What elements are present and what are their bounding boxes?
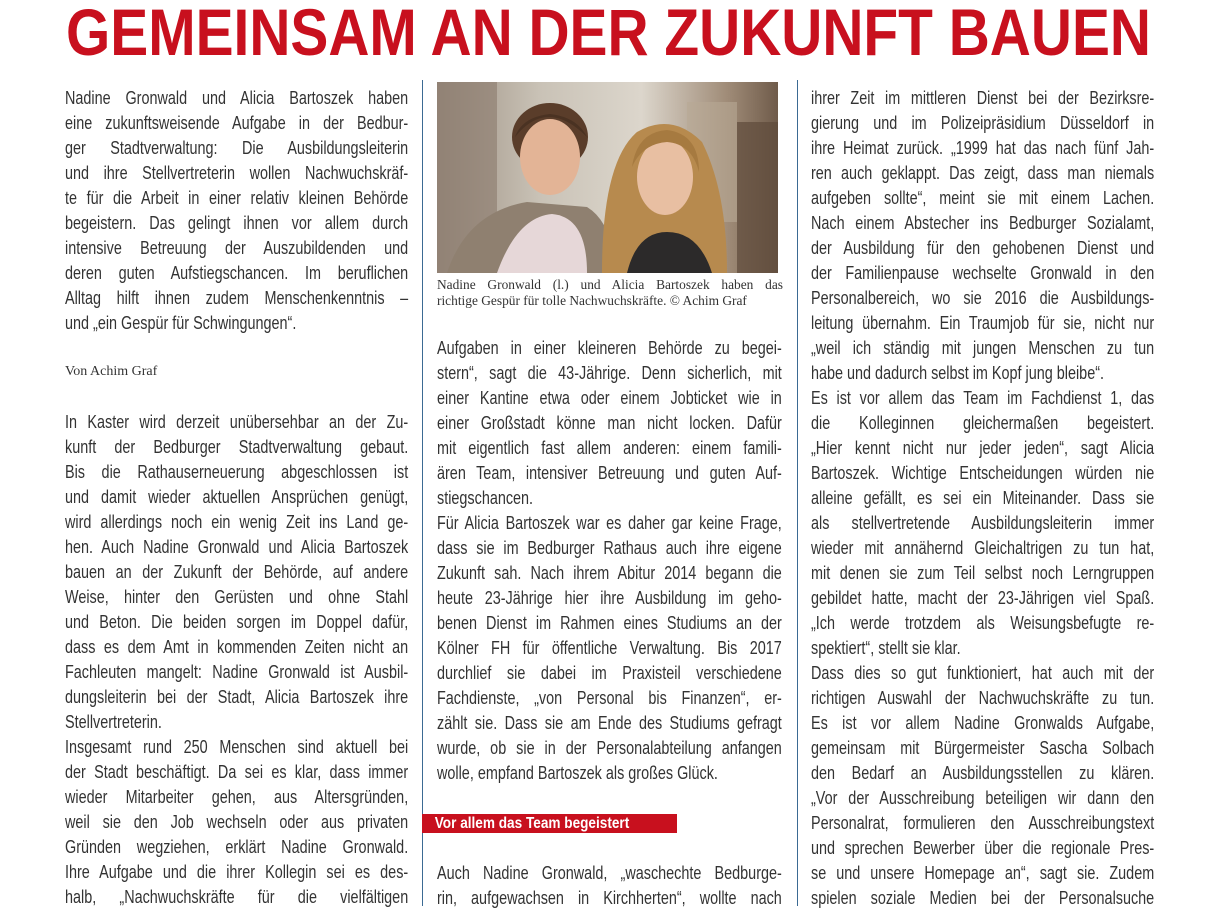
text-line: der Familienpause wechselte Gronwald in den	[811, 263, 1155, 283]
text-line: spielen soziale Medien bei der Personalsuche	[811, 888, 1155, 908]
text-line: kunft der Bedburger Stadtverwaltung gebaut.	[65, 437, 409, 457]
text-line: richtigen Auswahl der Nachwuchskräfte zu tun.	[811, 688, 1155, 708]
text-line: begeistern. Das gelingt ihnen vor allem durch	[65, 213, 409, 233]
text-line: ger Stadtverwaltung: Die Ausbildungsleiterin	[65, 138, 409, 158]
text-line: ren auch geklappt. Das zeigt, dass man niemals	[811, 163, 1155, 183]
text-line: hen. Auch Nadine Gronwald und Alicia Bartoszek	[65, 537, 409, 557]
text-line: Für Alicia Bartoszek war es daher gar keine Frage,	[437, 513, 782, 533]
text-line: halb, „Nachwuchskräfte für die vielfältigen	[65, 887, 409, 907]
text-line: se und unsere Homepage an“, sagt sie. Zudem	[811, 863, 1155, 883]
text-line: und damit wieder aktuellen Ansprüchen genügt,	[65, 487, 409, 507]
text-line: Auch Nadine Gronwald, „waschechte Bedburge-	[437, 863, 782, 883]
text-line: einer Kantine etwa oder einem Jobticket wie in	[437, 388, 782, 408]
text-line: In Kaster wird derzeit unübersehbar an der Zu-	[65, 412, 409, 432]
article-intro	[65, 86, 408, 336]
text-line: dass sie im Bedburger Rathaus auch ihre eigene	[437, 538, 782, 558]
text-line: gebildet hatte, macht der 23-Jährigen viel Spaß.	[811, 588, 1155, 608]
text-line: Dass dies so gut funktioniert, hat auch mit der	[811, 663, 1155, 683]
text-line: Zukunft sah. Nach ihrem Abitur 2014 begann die	[437, 563, 782, 583]
text-line: Stellvertreterin.	[65, 712, 162, 732]
text-line: und sprechen Bewerber über die regionale Pres-	[811, 838, 1155, 858]
text-line: benen Dienst im Rahmen eines Studiums an der	[437, 613, 782, 633]
text-line: Fachleuten mangelt: Nadine Gronwald ist Ausbil-	[65, 662, 409, 682]
article-body-middle-continued	[437, 861, 782, 911]
text-line: als stellvertretende Ausbildungsleiterin immer	[811, 513, 1155, 533]
caption-line: richtige Gespür für tolle Nachwuchskräfte. © Achim Graf	[437, 293, 747, 308]
text-line: wurde, ob sie in der Personalabteilung anfangen	[437, 738, 782, 758]
text-line: stern“, sagt die 43-Jährige. Denn sicherlich, mit	[437, 363, 782, 383]
text-line: zählt sie. Dass sie am Ende des Studiums gefragt	[437, 713, 782, 733]
text-line: Weise, hinter den Gerüsten und ohne Stahl	[65, 587, 409, 607]
article-headline: GEMEINSAM AN DER ZUKUNFT BAUEN	[66, 0, 1151, 69]
text-line: durchlief sie dabei im Praxisteil verschiedene	[437, 663, 782, 683]
text-line: ihrer Zeit im mittleren Dienst bei der Bezirksre-	[811, 88, 1155, 108]
article-body-right	[811, 86, 1154, 911]
article-photo	[437, 82, 778, 273]
text-line: weil sie den Job wechseln oder aus privaten	[65, 812, 409, 832]
text-line: Aufgaben in einer kleineren Behörde zu begei-	[437, 338, 782, 358]
text-line: „Hier kennt nicht nur jeder jeden“, sagt Alicia	[811, 438, 1155, 458]
byline: Von Achim Graf	[65, 364, 158, 379]
text-line: intensive Betreuung der Auszubildenden und	[65, 238, 409, 258]
text-line: wird allerdings noch ein wenig Zeit ins Land ge-	[65, 512, 409, 532]
text-line: Personalbereich, wo sie 2016 die Ausbildungs-	[811, 288, 1155, 308]
text-line: der Ausbildung für den gehobenen Dienst und	[811, 238, 1155, 258]
text-line: rin, aufgewachsen in Kirchherten“, wollte nach	[437, 888, 782, 908]
text-line: Bartoszek. Wichtige Entscheidungen würden nie	[811, 463, 1155, 483]
text-line: gierung und im Polizeipräsidium Düsseldorf in	[811, 113, 1155, 133]
text-line: spektiert“, stellt sie klar.	[811, 638, 961, 658]
text-line: die Kolleginnen gleichermaßen begeistert.	[811, 413, 1155, 433]
article-body-middle	[437, 336, 782, 786]
article-body-left	[65, 410, 408, 910]
text-line: Nach einem Abstecher ins Bedburger Sozialamt,	[811, 213, 1155, 233]
text-line: Personalrat, formulieren den Ausschreibungstext	[811, 813, 1155, 833]
text-line: Kölner FH für öffentliche Verwaltung. Bis 2017	[437, 638, 782, 658]
text-line: eine zukunftsweisende Aufgabe in der Bedbur-	[65, 113, 409, 133]
subheading	[422, 814, 677, 833]
text-line: Fachdienste, „von Personal bis Finanzen“, er-	[437, 688, 782, 708]
photo-two-women	[437, 82, 778, 273]
text-line: heute 23-Jährige hier ihre Ausbildung im geho-	[437, 588, 782, 608]
subheading-text: Vor allem das Team begeistert	[434, 815, 630, 832]
text-line: den Bedarf an Ausbildungsstellen zu klären.	[811, 763, 1155, 783]
text-line: stiegschancen.	[437, 488, 534, 508]
text-line: Ihre Aufgabe und die ihrer Kollegin sei es des-	[65, 862, 409, 882]
text-line: wolle, empfand Bartoszek als großes Glück.	[437, 763, 718, 783]
text-line: leitung übernahm. Ein Traumjob für sie, nicht nur	[811, 313, 1155, 333]
caption-line: Nadine Gronwald (l.) und Alicia Bartoszek haben das	[437, 277, 783, 292]
text-line: und Beton. Die beiden sorgen im Doppel dafür,	[65, 612, 409, 632]
column-rule	[422, 80, 423, 906]
text-line: wieder Mitarbeiter gehen, aus Altersgründen,	[65, 787, 409, 807]
text-line: und ihre Stellvertreterin wollen Nachwuchskräf-	[65, 163, 409, 183]
text-line: „weil ich ständig mit jungen Menschen zu tun	[811, 338, 1155, 358]
text-line: aufgeben sollte“, meint sie mit einem Lachen.	[811, 188, 1155, 208]
text-line: Alltag hilft ihnen zudem Menschenkenntnis –	[65, 288, 409, 308]
text-line: Gründen wegziehen, erklärt Nadine Gronwald.	[65, 837, 409, 857]
text-line: Nadine Gronwald und Alicia Bartoszek haben	[65, 88, 409, 108]
text-line: dungsleiterin bei der Stadt, Alicia Bartoszek ihre	[65, 687, 409, 707]
text-line: Es ist vor allem das Team im Fachdienst 1, das	[811, 388, 1155, 408]
text-line: Bis die Rathauserneuerung abgeschlossen ist	[65, 462, 409, 482]
text-line: mit denen sie zum Teil selbst noch Lerngruppen	[811, 563, 1155, 583]
text-line: einer Großstadt könne man nicht locken. Dafür	[437, 413, 782, 433]
text-line: dass es dem Amt in kommenden Zeiten nicht an	[65, 637, 409, 657]
text-line: bauen an der Zukunft der Behörde, auf andere	[65, 562, 409, 582]
text-line: und „ein Gespür für Schwingungen“.	[65, 313, 297, 333]
text-line: habe und dadurch selbst im Kopf jung bleibe“.	[811, 363, 1104, 383]
text-line: mit eigentlich fast allem anderen: einem famili-	[437, 438, 782, 458]
text-line: alleine gefällt, es sei ein Miteinander. Dass sie	[811, 488, 1155, 508]
text-line: ären Team, intensiver Betreuung und guten Auf-	[437, 463, 782, 483]
text-line: Es ist vor allem Nadine Gronwalds Aufgabe,	[811, 713, 1155, 733]
text-line: gemeinsam mit Bürgermeister Sascha Solbach	[811, 738, 1155, 758]
photo-caption	[437, 277, 783, 309]
text-line: ihre Heimat zurück. „1999 hat das nach fünf Jah-	[811, 138, 1155, 158]
text-line: Insgesamt rund 250 Menschen sind aktuell bei	[65, 737, 409, 757]
text-line: wieder mit annähernd Gleichaltrigen zu tun hat,	[811, 538, 1155, 558]
text-line: te für die Arbeit in einer relativ kleinen Behörde	[65, 188, 409, 208]
text-line: deren guten Aufstiegschancen. Im beruflichen	[65, 263, 409, 283]
text-line: der Stadt beschäftigt. Da sei es klar, dass immer	[65, 762, 409, 782]
text-line: „Vor der Ausschreibung beteiligen wir dann den	[811, 788, 1155, 808]
text-line: „Ich werde trotzdem als Weisungsbefugte re-	[811, 613, 1155, 633]
column-rule	[797, 80, 798, 906]
